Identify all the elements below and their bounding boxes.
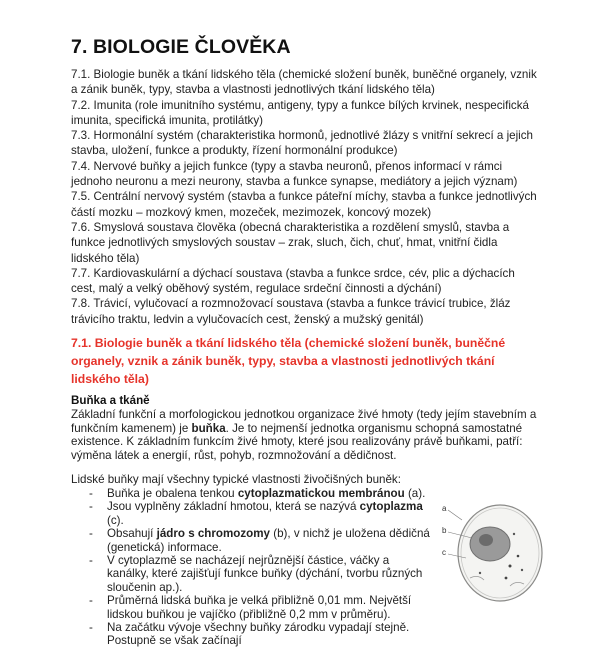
bullet-text-end: (c). [107, 513, 124, 527]
bullet-bold: jádro s chromozomy [156, 527, 271, 541]
toc-item: 7.8. Trávicí, vylučovací a rozmnožovací soustava (stavba a funkce trávicí trubice, žláz trávicího traktu, ledvin a vylučovacích cest, ženský a mužský genitál) [71, 297, 511, 326]
bullet-dash: - [89, 594, 93, 608]
toc-item: 7.5. Centrální nervový systém (stavba a funkce páteřní míchy, stavba a funkce jednotlivých částí mozku – mozkový kmen, mozeček, mezimozek, koncový mozek) [71, 190, 537, 219]
bullet-dash: - [89, 487, 93, 500]
toc-item: 7.6. Smyslová soustava člověka (obecná charakteristika a rozdělení smyslů, stavba a funkce jednotlivých smyslových soustav – zrak, sluch, čich, chuť, hmat, vnitřní čidla lidského těla) [71, 220, 510, 265]
list-item [71, 487, 431, 500]
bullet-dash: - [89, 527, 93, 541]
bullet-text-end: (b), v nichž je uložena dědičná (genetická) informace. [107, 527, 430, 554]
toc-item: 7.2. Imunita (role imunitního systému, antigeny, typy a funkce bílých krvinek, nespecifická imunita, specifická imunita, protilátky) [71, 98, 529, 127]
page-title: 7. BIOLOGIE ČLOVĚKA [71, 36, 291, 58]
toc-item: 7.4. Nervové buňky a jejich funkce (typy a stavba neuronů, přenos informací v rámci jednoho neuronu a mezi neurony, stavba a funkce synapse, mediátory a jejich význam) [71, 159, 518, 189]
table-of-contents [71, 67, 541, 327]
bullet-text: Obsahují [107, 527, 157, 541]
bullet-text: Jsou vyplněny základní hmotou, která se nazývá [107, 500, 360, 514]
label-b: b [442, 526, 447, 535]
list-item [71, 621, 431, 648]
cell-properties-paragraph: Lidské buňky mají všechny typické vlastnosti živočišných buněk: [71, 473, 401, 486]
label-c: c [442, 548, 446, 557]
cell-properties-list [71, 487, 431, 648]
cell-diagram [440, 498, 550, 603]
bullet-text-end: (a). [404, 487, 426, 500]
list-item [71, 594, 431, 621]
list-item [71, 527, 431, 554]
bullet-text: Na začátku vývoje všechny buňky zárodku vypadají stejně. Postupně se však začínají [107, 621, 410, 648]
bullet-text: Buňka je obalena tenkou [107, 487, 238, 500]
bullet-bold: cytoplazma [359, 500, 423, 514]
intro-bold: buňka [191, 421, 226, 435]
bullet-text: V cytoplazmě se nacházejí nejrůznější částice, váčky a kanálky, které zajišťují funkce buňky (dýchání, tvorbu různých sloučenin ap.). [107, 554, 423, 594]
subheading: Buňka a tkáně [71, 394, 150, 407]
bullet-bold: cytoplazmatickou membránou [237, 487, 405, 500]
list-item [71, 500, 431, 527]
bullet-dash: - [89, 621, 93, 635]
toc-item: 7.3. Hormonální systém (charakteristika hormonů, jednotlivé žlázy s vnitřní sekrecí a jejich stavba, uložení, funkce a produkty, řízení hormonální produkce) [71, 129, 534, 158]
intro-text: Základní funkční a morfologickou jednotkou organizace živé hmoty (tedy jejím stavebním a funkčním kamenem) je [71, 408, 537, 435]
intro-paragraph [71, 408, 541, 462]
bullet-dash: - [89, 500, 93, 514]
section-heading: 7.1. Biologie buněk a tkání lidského těla (chemické složení buněk, buněčné organely, vznik a zánik buněk, typy, stavba a vlastnosti jednotlivých tkání lidského těla) [71, 336, 506, 386]
toc-item: 7.1. Biologie buněk a tkání lidského těla (chemické složení buněk, buněčné organely, vznik a zánik buněk, typy, stavba a vlastnosti jednotlivých tkání lidského těla) [71, 68, 537, 97]
bullet-dash: - [89, 554, 93, 568]
bullet-text: Průměrná lidská buňka je velká přibližně 0,01 mm. Největší lidskou buňkou je vajíčko (přibližně 0,2 mm v průměru). [107, 594, 412, 621]
cell-illustration [440, 498, 550, 603]
label-a: a [442, 504, 447, 513]
intro-text-end: . Je to nejmenší jednotka organismu schopná samostatné existence. K základním funkcím živé hmoty, které jsou realizovány právě buňkami, patří: výměna látek a energií, růst, pohyb, rozmnožování a dědičnost. [71, 421, 523, 462]
toc-item: 7.7. Kardiovaskulární a dýchací soustava (stavba a funkce srdce, cév, plic a dýchacích cest, malý a velký oběhový systém, regulace srdeční činnosti a dýchání) [71, 266, 515, 296]
list-item [71, 554, 431, 594]
